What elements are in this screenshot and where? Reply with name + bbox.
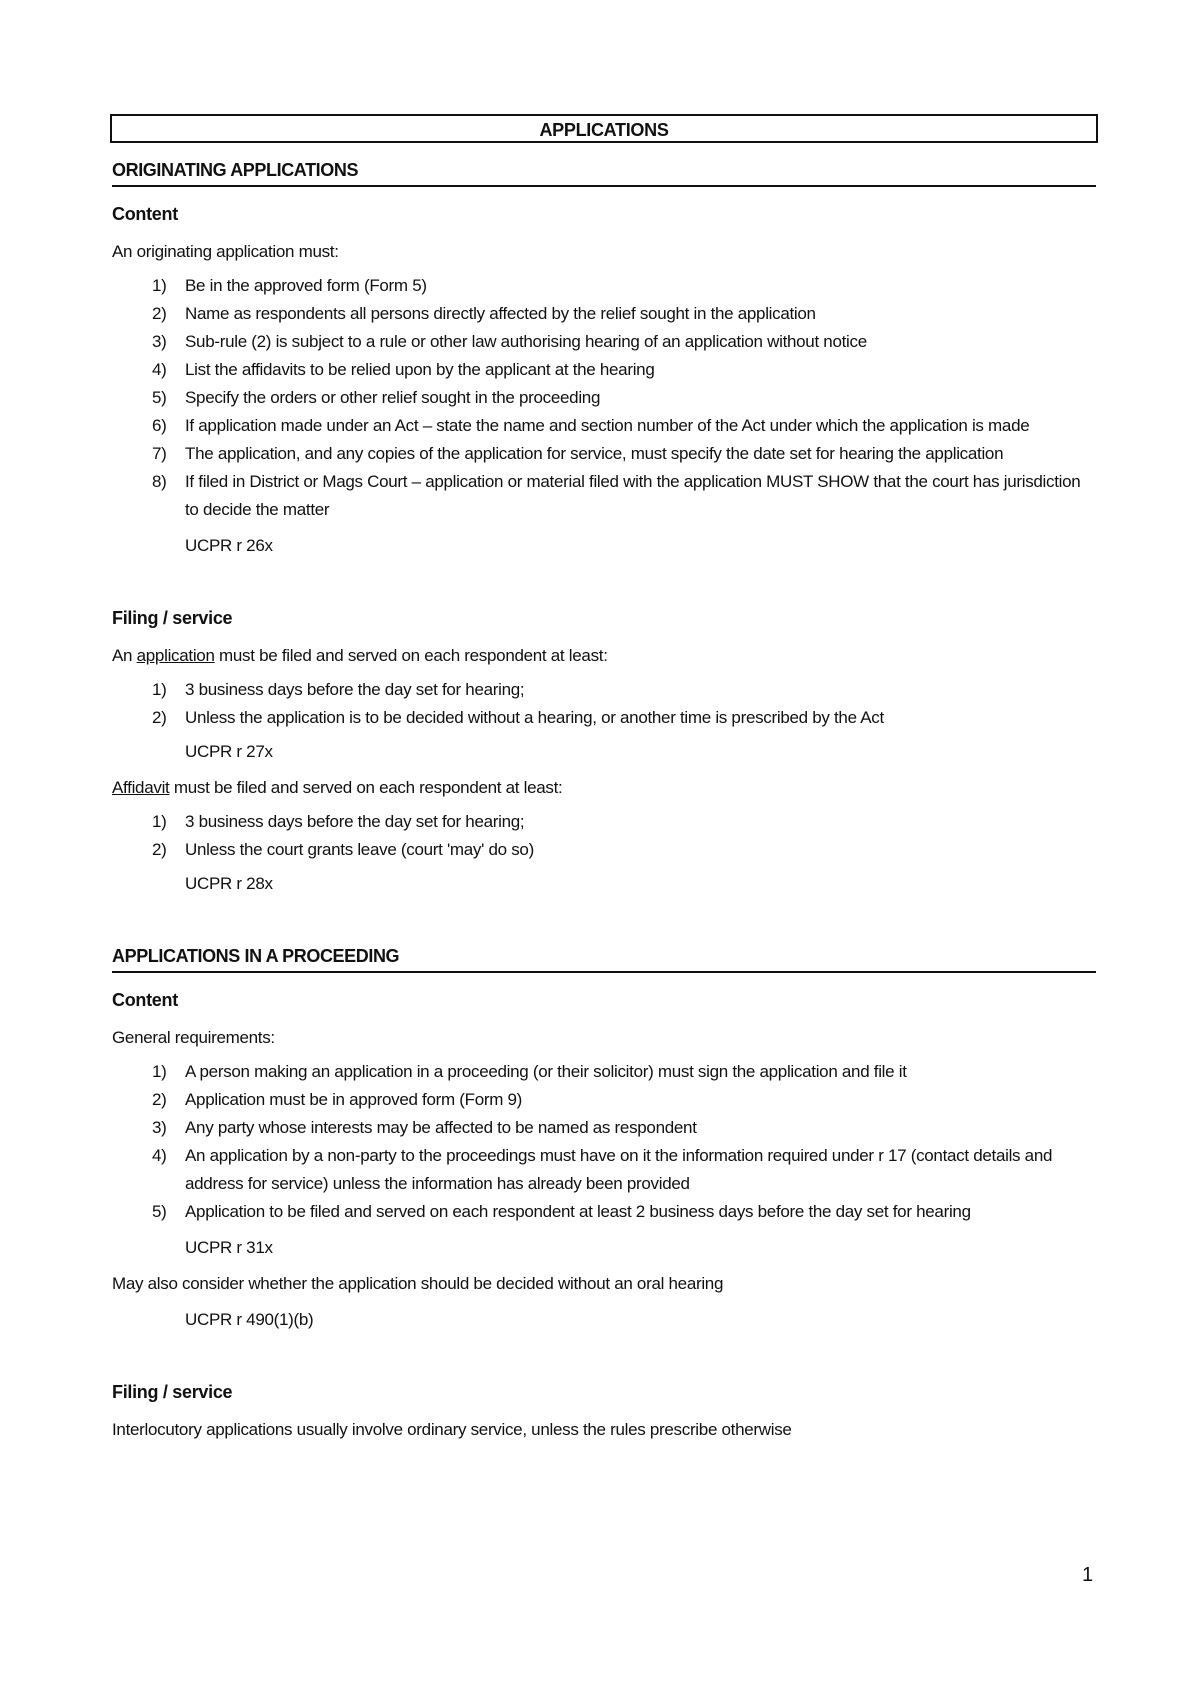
list-item: 1) A person making an application in a proceeding (or their solicitor) must sign the application and file it — [152, 1062, 907, 1081]
section-heading-proceeding: APPLICATIONS IN A PROCEEDING — [112, 946, 1096, 973]
application-filing-list — [112, 676, 1096, 732]
page-number: 1 — [1082, 1564, 1093, 1586]
rule-reference: UCPR r 26x — [185, 536, 273, 555]
rule-reference: UCPR r 490(1)(b) — [185, 1310, 314, 1329]
interlocutory-note: Interlocutory applications usually involve ordinary service, unless the rules prescribe otherwise — [112, 1420, 792, 1439]
rule-reference: UCPR r 28x — [185, 874, 273, 893]
list-item: 5) Specify the orders or other relief sought in the proceeding — [152, 388, 601, 407]
list-item: 7) The application, and any copies of the application for service, must specify the date set for hearing the application — [152, 444, 1004, 463]
subheading-content: Content — [112, 990, 178, 1010]
list-item: 2) Application must be in approved form (Form 9) — [152, 1090, 523, 1109]
affidavit-underlined: Affidavit — [112, 778, 170, 797]
document-title: APPLICATIONS — [110, 114, 1098, 143]
subheading-content: Content — [112, 204, 178, 224]
subheading-filing-service: Filing / service — [112, 608, 233, 628]
document-page — [112, 114, 1096, 1440]
originating-intro: An originating application must: — [112, 242, 339, 261]
list-item: 1) 3 business days before the day set for hearing; — [152, 812, 525, 831]
list-item: 1) Be in the approved form (Form 5) — [152, 276, 427, 295]
originating-list — [112, 272, 1096, 524]
section-heading-originating: ORIGINATING APPLICATIONS — [112, 160, 1096, 187]
list-item: 3) Any party whose interests may be affected to be named as respondent — [152, 1118, 697, 1137]
oral-hearing-note: May also consider whether the application should be decided without an oral hearing — [112, 1274, 724, 1293]
list-item: 6) If application made under an Act – state the name and section number of the Act under which the application is made — [152, 416, 1030, 435]
proceeding-intro: General requirements: — [112, 1028, 275, 1047]
list-item: 8) If filed in District or Mags Court – application or material filed with the application MUST SHOW that the court has jurisdiction to decide the matter — [152, 472, 1081, 519]
rule-reference: UCPR r 31x — [185, 1238, 273, 1257]
rule-reference: UCPR r 27x — [185, 742, 273, 761]
list-item: 3) Sub-rule (2) is subject to a rule or other law authorising hearing of an application without notice — [152, 332, 867, 351]
affidavit-filing-list — [112, 808, 1096, 864]
list-item: 2) Unless the court grants leave (court 'may' do so) — [152, 840, 534, 859]
proceeding-list — [112, 1058, 1096, 1226]
application-underlined: application — [136, 646, 215, 665]
list-item: 4) An application by a non-party to the proceedings must have on it the information required under r 17 (contact details and address for service) unless the information has already been provided — [152, 1146, 1053, 1193]
affidavit-intro: Affidavit must be filed and served on each respondent at least: — [112, 778, 563, 797]
application-intro: An application must be filed and served on each respondent at least: — [112, 646, 608, 665]
list-item: 5) Application to be filed and served on each respondent at least 2 business days before the day set for hearing — [152, 1202, 971, 1221]
list-item: 1) 3 business days before the day set for hearing; — [152, 680, 525, 699]
list-item: 4) List the affidavits to be relied upon by the applicant at the hearing — [152, 360, 655, 379]
subheading-filing-service: Filing / service — [112, 1382, 233, 1402]
list-item: 2) Unless the application is to be decided without a hearing, or another time is prescribed by the Act — [152, 708, 884, 727]
list-item: 2) Name as respondents all persons directly affected by the relief sought in the application — [152, 304, 816, 323]
